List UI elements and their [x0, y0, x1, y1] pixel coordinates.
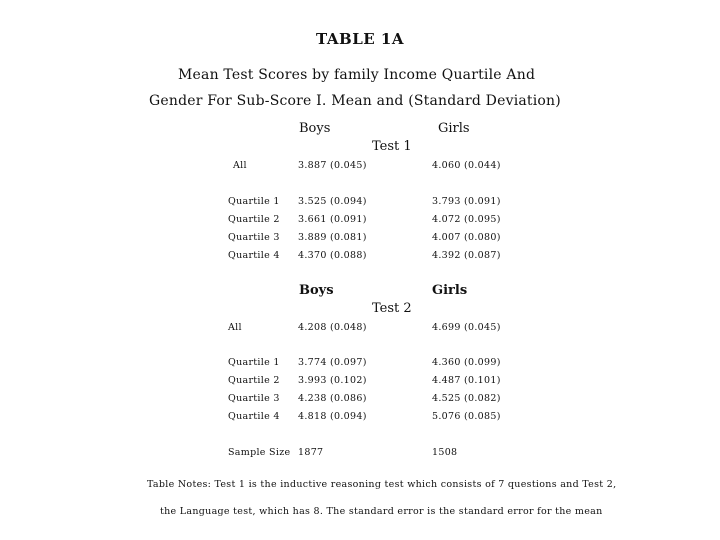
cell-boys: 4.208 (0.048) — [298, 322, 367, 333]
row-label: All — [228, 322, 242, 333]
column-header-girls: Girls — [432, 283, 468, 298]
cell-girls: 4.072 (0.095) — [432, 214, 501, 225]
sample-size-label: Sample Size — [228, 447, 291, 458]
cell-girls: 4.487 (0.101) — [432, 375, 501, 386]
cell-girls: 5.076 (0.085) — [432, 411, 501, 422]
cell-boys: 4.818 (0.094) — [298, 411, 367, 422]
cell-boys: 3.887 (0.045) — [298, 160, 367, 171]
caption-line-1: Mean Test Scores by family Income Quartile And — [178, 67, 536, 83]
column-header-girls: Girls — [438, 121, 470, 136]
cell-girls: 4.007 (0.080) — [432, 232, 501, 243]
caption-line-2: Gender For Sub-Score I. Mean and (Standard Deviation) — [149, 93, 561, 109]
cell-boys: 3.889 (0.081) — [298, 232, 367, 243]
row-label: Quartile 4 — [228, 250, 280, 261]
test-2-label: Test 2 — [372, 301, 412, 316]
row-label: Quartile 2 — [228, 375, 280, 386]
sample-size-boys: 1877 — [298, 447, 324, 458]
cell-girls: 3.793 (0.091) — [432, 196, 501, 207]
table-title: TABLE 1A — [316, 30, 404, 48]
cell-girls: 4.360 (0.099) — [432, 357, 501, 368]
row-label: Quartile 3 — [228, 393, 280, 404]
row-label: Quartile 1 — [228, 196, 280, 207]
row-label: Quartile 1 — [228, 357, 280, 368]
column-header-boys: Boys — [299, 121, 331, 136]
table-notes-line-2: the Language test, which has 8. The standard error is the standard error for the mean — [160, 506, 603, 517]
cell-girls: 4.392 (0.087) — [432, 250, 501, 261]
cell-boys: 4.370 (0.088) — [298, 250, 367, 261]
cell-boys: 4.238 (0.086) — [298, 393, 367, 404]
cell-boys: 3.661 (0.091) — [298, 214, 367, 225]
cell-girls: 4.060 (0.044) — [432, 160, 501, 171]
sample-size-girls: 1508 — [432, 447, 458, 458]
test-1-label: Test 1 — [372, 139, 412, 154]
table-notes-line-1: Table Notes: Test 1 is the inductive reasoning test which consists of 7 questions and Test 2, — [147, 479, 617, 490]
row-label: Quartile 3 — [228, 232, 280, 243]
cell-boys: 3.993 (0.102) — [298, 375, 367, 386]
row-label: All — [233, 160, 247, 171]
cell-girls: 4.699 (0.045) — [432, 322, 501, 333]
row-label: Quartile 2 — [228, 214, 280, 225]
cell-boys: 3.525 (0.094) — [298, 196, 367, 207]
row-label: Quartile 4 — [228, 411, 280, 422]
column-header-boys: Boys — [299, 283, 334, 298]
cell-boys: 3.774 (0.097) — [298, 357, 367, 368]
cell-girls: 4.525 (0.082) — [432, 393, 501, 404]
